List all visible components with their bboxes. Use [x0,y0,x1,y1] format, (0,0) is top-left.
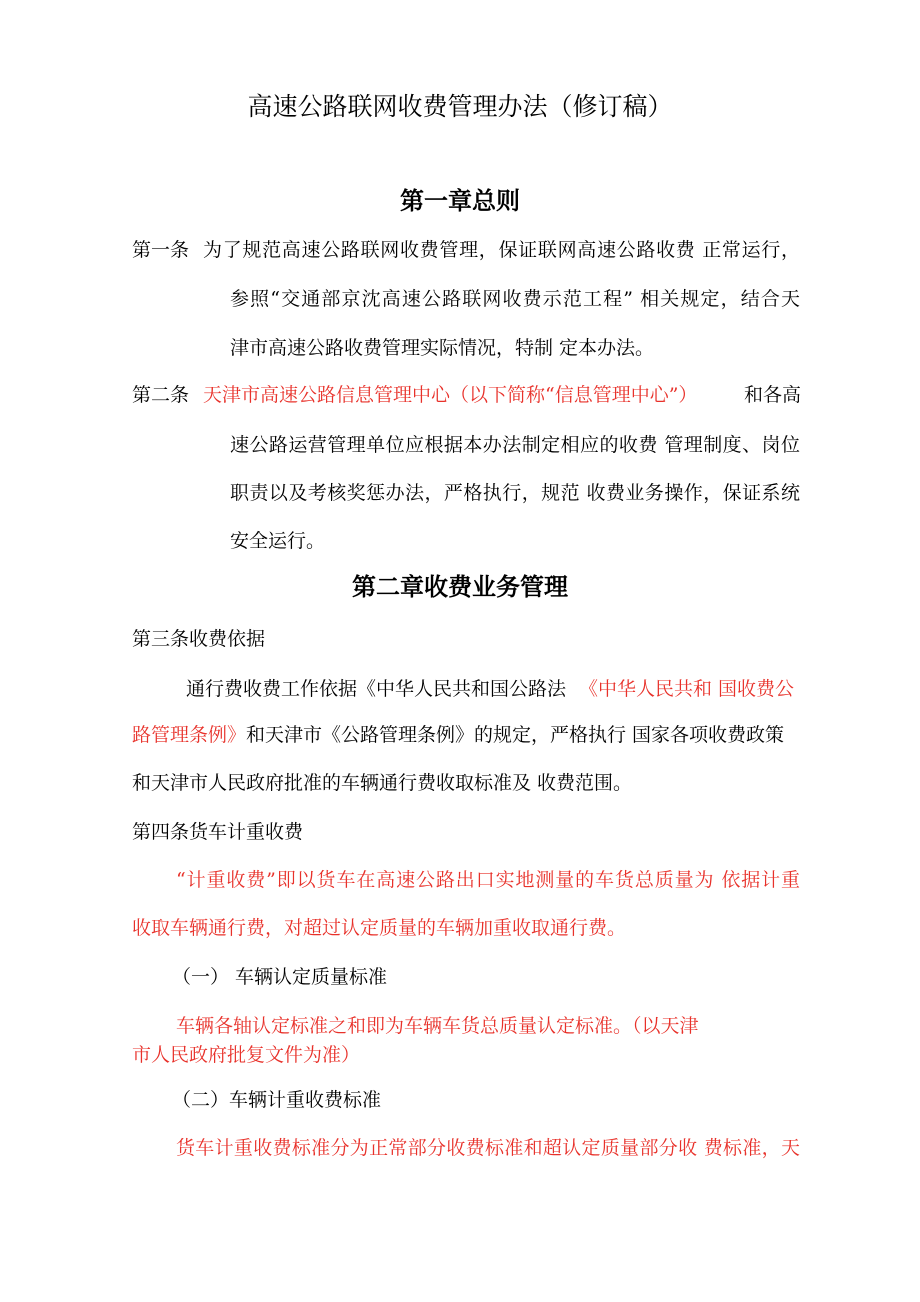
article-1-number: 第一条 [132,239,190,261]
document-title: 高速公路联网收费管理办法（修订稿） [247,92,673,121]
subsection-2-heading: （二）车辆计重收费标准 [172,1089,382,1111]
article-3-line-2-rest: 和天津市《公路管理条例》的规定，严格执行 国家各项收费政策 [246,724,785,746]
chapter-1-heading: 第一章总则 [400,186,520,215]
article-2-line-4: 安全运行。 [230,530,326,552]
article-2-line-1-rest: 和各高 [744,384,802,406]
subsection-1-line-2: 市人民政府批复文件为准） [132,1044,361,1066]
article-2-number: 第二条 [132,384,190,406]
article-2-line-1-highlight: 天津市高速公路信息管理中心（以下简称“信息管理中心”） [203,384,698,406]
article-4-paragraph-line-2: 收取车辆通行费，对超过认定质量的车辆加重收取通行费。 [132,917,627,939]
article-3-line-2-highlight: 路管理条例》 [132,724,247,746]
article-1-line-2: 参照“交通部京沈高速公路联网收费示范工程” 相关规定，结合天 [230,288,800,310]
article-3-heading: 第三条收费依据 [132,628,266,650]
chapter-2-heading: 第二章收费业务管理 [352,572,568,601]
subsection-2-line-1: 货车计重收费标准分为正常部分收费标准和超认定质量部分收 费标准，天 [176,1137,800,1159]
article-1-line-3: 津市高速公路收费管理实际情况，特制 定本办法。 [230,337,655,359]
article-2-line-2: 速公路运营管理单位应根据本办法制定相应的收费 管理制度、岗位 [230,434,800,456]
subsection-1-line-1: 车辆各轴认定标准之和即为车辆车货总质量认定标准。（以天津 [176,1015,699,1037]
article-4-paragraph-line-1: “计重收费”即以货车在高速公路出口实地测量的车货总质量为 依据计重 [176,869,800,891]
article-1-line-1: 为了规范高速公路联网收费管理，保证联网高速公路收费 正常运行， [203,239,800,261]
article-2-line-3: 职责以及考核奖惩办法，严格执行，规范 收费业务操作，保证系统 [230,482,800,504]
subsection-1-heading: （一） 车辆认定质量标准 [172,966,388,988]
article-3-line-3: 和天津市人民政府批准的车辆通行费收取标准及 收费范围。 [132,772,633,794]
article-3-line-1-highlight: 《中华人民共和 国收费公 [579,678,795,700]
article-4-heading: 第四条货车计重收费 [132,821,304,843]
article-3-line-1-start: 通行费收费工作依据《中华人民共和国公路法 [186,678,567,700]
